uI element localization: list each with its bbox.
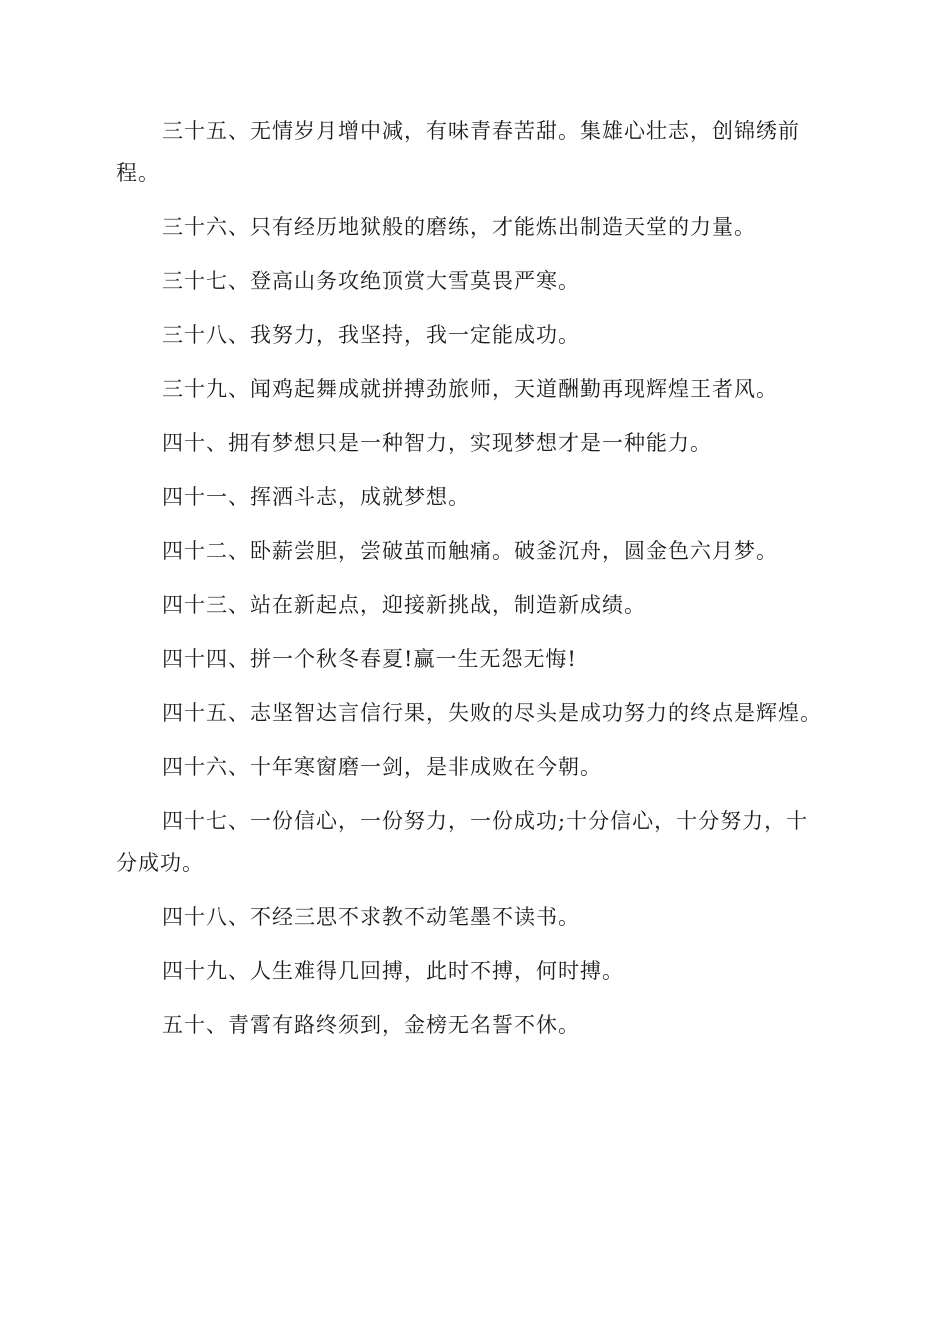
- paragraph-35: 三十五、无情岁月增中减，有味青春苦甜。集雄心壮志，创锦绣前程。: [116, 119, 800, 185]
- paragraph-46: 四十六、十年寒窗磨一剑，是非成败在今朝。: [162, 755, 602, 779]
- paragraph-39: 三十九、闻鸡起舞成就拼搏劲旅师，天道酬勤再现辉煌王者风。: [162, 377, 778, 401]
- paragraph-47: 四十七、一份信心，一份努力，一份成功;十分信心，十分努力，十分成功。: [116, 809, 809, 875]
- paragraph-36: 三十六、只有经历地狱般的磨练，才能炼出制造天堂的力量。: [162, 215, 756, 239]
- paragraph-38: 三十八、我努力，我坚持，我一定能成功。: [162, 323, 580, 347]
- paragraph-37: 三十七、登高山务攻绝顶赏大雪莫畏严寒。: [162, 269, 580, 293]
- paragraph-48: 四十八、不经三思不求教不动笔墨不读书。: [162, 905, 580, 929]
- paragraph-49: 四十九、人生难得几回搏，此时不搏，何时搏。: [162, 959, 624, 983]
- paragraph-40: 四十、拥有梦想只是一种智力，实现梦想才是一种能力。: [162, 431, 712, 455]
- paragraph-50: 五十、青霄有路终须到，金榜无名誓不休。: [162, 1013, 580, 1037]
- paragraph-45: 四十五、志坚智达言信行果，失败的尽头是成功努力的终点是辉煌。: [162, 701, 822, 725]
- paragraph-44: 四十四、拼一个秋冬春夏!赢一生无怨无悔!: [162, 647, 577, 671]
- paragraph-41: 四十一、挥洒斗志，成就梦想。: [162, 485, 470, 509]
- paragraph-42: 四十二、卧薪尝胆，尝破茧而触痛。破釜沉舟，圆金色六月梦。: [162, 539, 778, 563]
- document-body: [116, 110, 828, 1058]
- paragraph-43: 四十三、站在新起点，迎接新挑战，制造新成绩。: [162, 593, 646, 617]
